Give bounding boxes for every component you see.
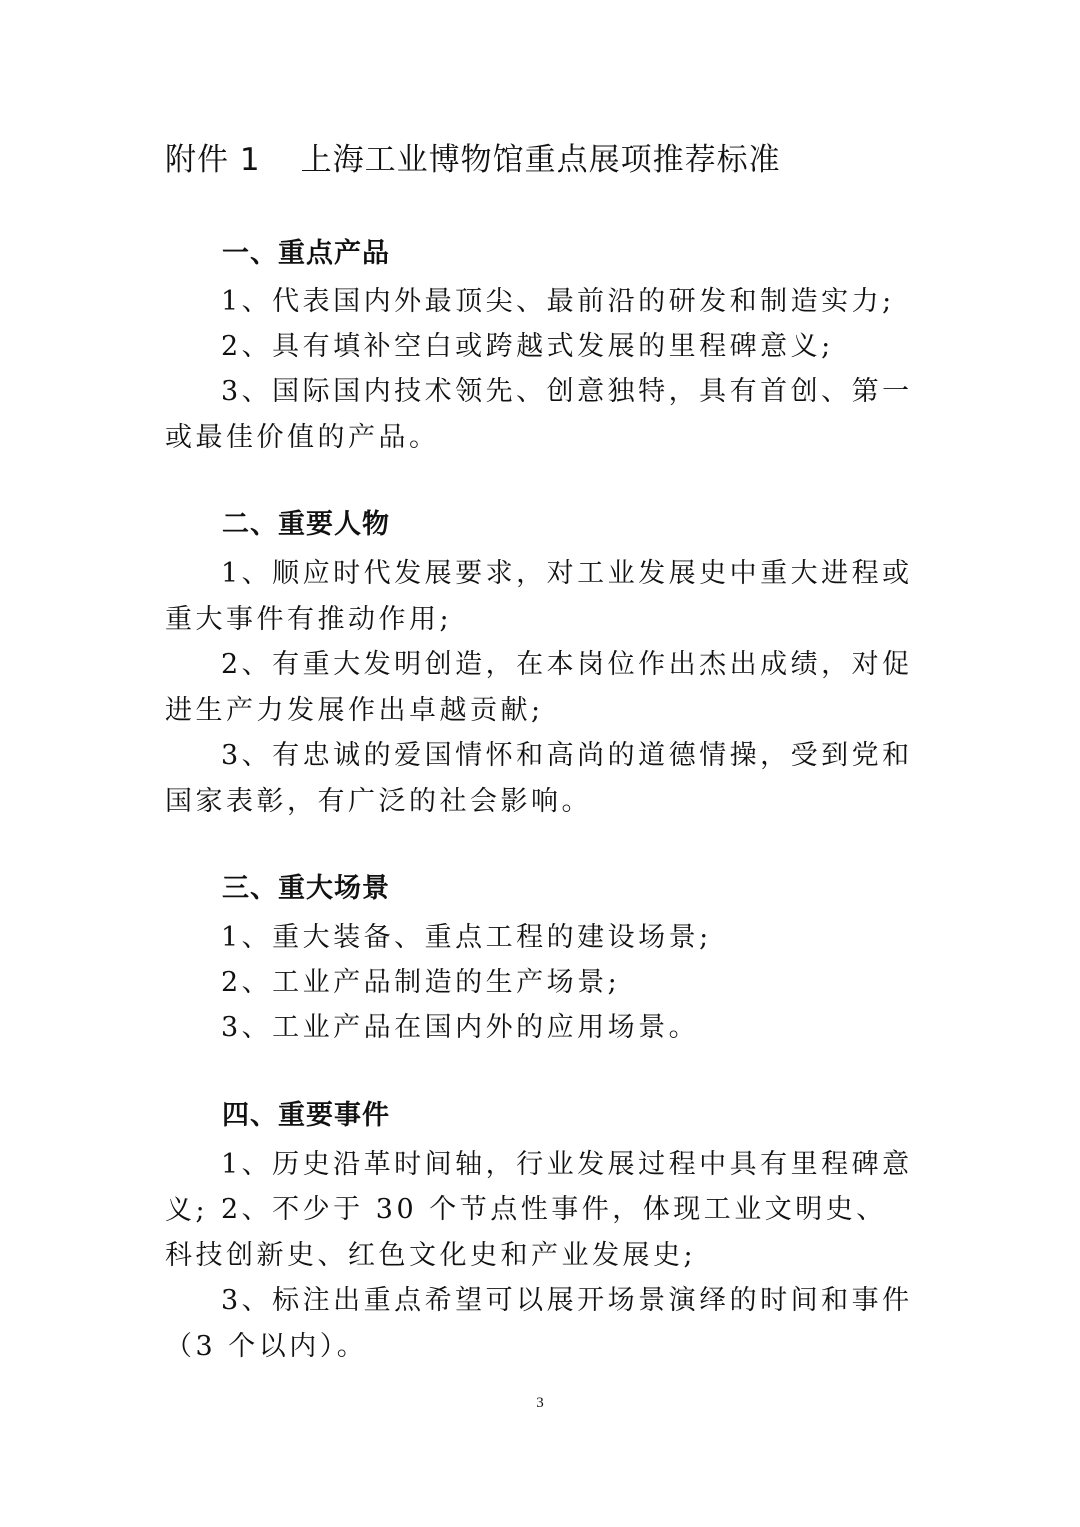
section-scenes-item-2: 2、工业产品制造的生产场景; [221, 967, 621, 998]
section-events-item-1: 1、历史沿革时间轴，行业发展过程中具有里程碑意义; [165, 1149, 913, 1226]
section-products-item-1: 1、代表国内外最顶尖、最前沿的研发和制造实力; [221, 286, 895, 317]
section-heading-products: 一、重点产品 [222, 238, 390, 269]
page-title [165, 138, 781, 182]
section-scenes-item-1: 1、重大装备、重点工程的建设场景; [221, 922, 712, 953]
attachment-label: 附件 1 [165, 142, 261, 178]
section-products-item-2: 2、具有填补空白或跨越式发展的里程碑意义; [221, 331, 834, 362]
section-events-item-2: 2、不少于 30 个节点性事件，体现工业文明史、科技创新史、红色文化史和产业发展史; [165, 1194, 887, 1271]
title-text: 上海工业博物馆重点展项推荐标准 [300, 142, 781, 178]
section-scenes-item-3: 3、工业产品在国内外的应用场景。 [221, 1012, 700, 1043]
section-people-item-2: 2、有重大发明创造，在本岗位作出杰出成绩，对促进生产力发展作出卓越贡献; [165, 649, 913, 726]
section-heading-people: 二、重要人物 [222, 509, 390, 540]
section-products-item-3: 3、国际国内技术领先、创意独特，具有首创、第一或最佳价值的产品。 [165, 376, 913, 453]
section-events-item-3: 3、标注出重点希望可以展开场景演绎的时间和事件（3 个以内）。 [165, 1285, 913, 1362]
page-number: 3 [536, 1395, 544, 1411]
section-heading-scenes: 三、重大场景 [222, 873, 390, 904]
section-people-item-1: 1、顺应时代发展要求，对工业发展史中重大进程或重大事件有推动作用; [165, 558, 913, 635]
section-heading-events: 四、重要事件 [222, 1100, 390, 1131]
section-people-item-3: 3、有忠诚的爱国情怀和高尚的道德情操，受到党和国家表彰，有广泛的社会影响。 [165, 740, 913, 817]
